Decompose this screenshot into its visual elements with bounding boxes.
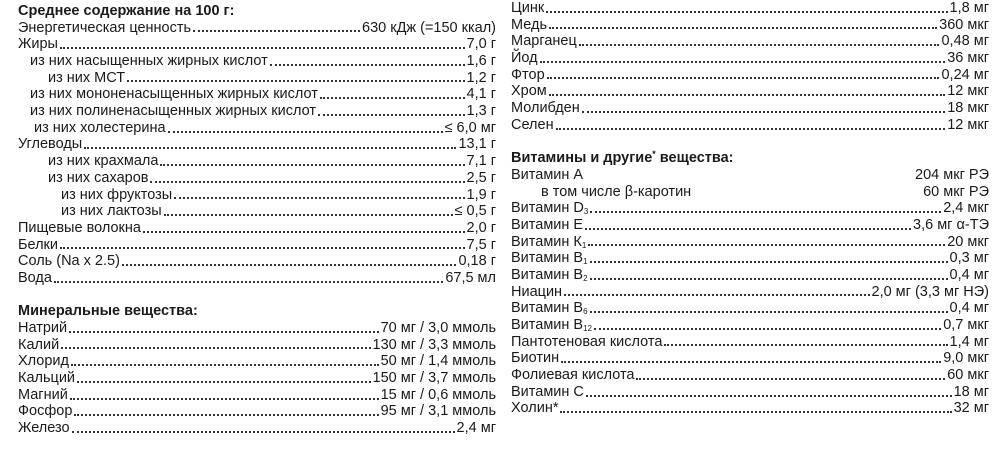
mineral-row — [18, 337, 496, 354]
vitamin-subscript: 1 — [583, 257, 588, 267]
vitamin-label — [511, 300, 588, 317]
dot-leader — [590, 261, 948, 263]
nutrient-value: 2,0 г — [466, 219, 496, 236]
dot-leader — [579, 44, 940, 46]
mineral-row — [511, 17, 989, 34]
mineral-row — [511, 67, 989, 84]
vitamin-value: 3,6 мг α-ТЭ — [913, 216, 989, 233]
nutrient-row — [18, 20, 496, 37]
vitamin-label — [511, 267, 588, 284]
nutrient-row — [18, 270, 496, 287]
mineral-label: Йод — [511, 50, 538, 67]
dot-leader — [164, 214, 453, 216]
nutrition-heading: Среднее содержание на 100 г: — [18, 3, 235, 19]
nutrient-row — [18, 220, 496, 237]
nutrient-label: из них крахмала — [48, 153, 159, 170]
vitamin-label: в том числе β-каротин — [541, 183, 692, 200]
mineral-row — [511, 83, 989, 100]
dot-leader — [193, 30, 360, 32]
mineral-value: 18 мкг — [947, 100, 989, 117]
nutrient-row — [18, 203, 496, 220]
nutrient-value: ≤ 0,5 г — [454, 203, 496, 220]
spacer — [585, 178, 913, 180]
nutrient-label: Вода — [18, 269, 52, 286]
vitamin-row — [511, 317, 989, 334]
vitamins-heading-tail: вещества: — [655, 150, 734, 167]
section-gap — [511, 134, 989, 151]
nutrient-row — [18, 153, 496, 170]
vitamin-subscript: 2 — [583, 273, 588, 283]
vitamin-label: Биотин — [511, 350, 560, 367]
mineral-label: Цинк — [511, 0, 545, 16]
dot-leader — [270, 64, 465, 66]
nutrient-label: Энергетическая ценность — [18, 19, 192, 36]
minerals-heading: Минеральные вещества: — [18, 303, 198, 320]
mineral-row — [18, 320, 496, 337]
dot-leader — [590, 278, 948, 280]
vitamin-row — [511, 284, 989, 301]
vitamin-label — [511, 317, 592, 334]
mineral-label: Медь — [511, 16, 548, 33]
mineral-label: Кальций — [18, 370, 76, 387]
nutrient-row — [18, 103, 496, 120]
dot-leader — [71, 364, 379, 366]
mineral-value: 130 мг / 3,3 ммоль — [372, 336, 496, 353]
dot-leader — [590, 211, 941, 213]
nutrient-row — [18, 187, 496, 204]
vitamin-row — [511, 217, 989, 234]
mineral-label: Натрий — [18, 320, 68, 337]
vitamin-label-text: Витамин В — [511, 300, 584, 317]
mineral-row — [18, 404, 496, 421]
vitamin-label-text: Витамин В — [511, 250, 584, 267]
nutrient-value: 13,1 г — [458, 136, 496, 153]
mineral-value: 36 мкг — [947, 50, 989, 67]
vitamin-value: 20 мкг — [947, 233, 989, 250]
vitamin-value: 0,4 мг — [949, 266, 989, 283]
dot-leader — [549, 27, 937, 29]
mineral-value: 50 мг / 1,4 ммоль — [380, 353, 496, 370]
vitamin-subscript: 12 — [583, 324, 592, 334]
vitamin-label: Фолиевая кислота — [511, 367, 635, 384]
footnote-mark: * — [652, 149, 656, 160]
vitamin-row — [511, 384, 989, 401]
mineral-value: 15 мг / 0,6 ммоль — [380, 386, 496, 403]
vitamin-label: Витамин А — [511, 166, 584, 183]
nutrient-value: 1,3 г — [466, 103, 496, 120]
dot-leader — [664, 344, 947, 346]
mineral-label: Калий — [18, 336, 60, 353]
vitamin-label — [511, 250, 588, 267]
mineral-label: Железо — [18, 420, 70, 437]
nutrient-label: из них лактозы — [61, 203, 162, 220]
vitamin-value: 9,0 мкг — [943, 350, 989, 367]
nutrient-value: 7,1 г — [466, 153, 496, 170]
vitamin-subscript: 3 — [583, 207, 589, 217]
mineral-value: 2,4 мг — [456, 420, 496, 437]
vitamin-value: 0,7 мкг — [943, 317, 989, 334]
mineral-label: Селен — [511, 116, 554, 133]
mineral-row — [511, 100, 989, 117]
nutrient-row — [18, 237, 496, 254]
nutrient-label: из них насыщенных жирных кислот — [30, 53, 268, 70]
dot-leader — [174, 197, 464, 199]
mineral-value: 0,24 мг — [941, 66, 989, 83]
nutrient-label: Жиры — [18, 36, 58, 53]
vitamin-label: Холин* — [511, 400, 559, 417]
mineral-row — [18, 387, 496, 404]
dot-leader — [60, 47, 465, 49]
mineral-label: Хлорид — [18, 353, 69, 370]
vitamins-heading-text: Витамины и другие — [511, 150, 653, 167]
vitamin-label-text: Витамин К — [511, 233, 582, 250]
mineral-label: Фтор — [511, 66, 545, 83]
vitamin-row — [511, 167, 989, 184]
vitamin-value: 204 мкг РЭ — [915, 166, 989, 183]
vitamin-row — [511, 234, 989, 251]
vitamin-subscript: 1 — [581, 240, 587, 250]
nutrient-label: Углеводы — [18, 136, 83, 153]
vitamins-heading — [511, 150, 989, 167]
dot-leader — [547, 77, 940, 79]
mineral-row — [511, 117, 989, 134]
vitamin-label — [511, 234, 586, 251]
vitamin-label-text: Витамин В — [511, 266, 584, 283]
dot-leader — [561, 361, 941, 363]
dot-leader — [588, 244, 945, 246]
nutrient-row — [18, 53, 496, 70]
dot-leader — [143, 231, 465, 233]
vitamin-row — [511, 184, 989, 201]
vitamin-row — [511, 350, 989, 367]
vitamin-label-text: Витамин В — [511, 317, 584, 334]
nutrient-label: Белки — [18, 236, 59, 253]
mineral-value: 95 мг / 3,1 ммоль — [380, 403, 496, 420]
dot-leader — [556, 128, 946, 130]
nutrient-label: из них фруктозы — [61, 186, 173, 203]
mineral-label: Хром — [511, 83, 547, 100]
nutrient-value: 4,1 г — [466, 86, 496, 103]
vitamin-value: 60 мкг РЭ — [923, 183, 989, 200]
dot-leader — [70, 398, 379, 400]
nutrient-value: 1,2 г — [466, 69, 496, 86]
vitamin-row — [511, 250, 989, 267]
nutrient-value: 67,5 мл — [445, 269, 496, 286]
nutrient-row — [18, 36, 496, 53]
dot-leader — [72, 431, 455, 433]
mineral-row — [18, 370, 496, 387]
dot-leader — [77, 381, 371, 383]
nutrient-label: из них сахаров — [48, 169, 149, 186]
vitamin-label: Ниацин — [511, 283, 563, 300]
right-column — [511, 0, 989, 417]
vitamin-subscript: 6 — [583, 307, 588, 317]
mineral-row — [511, 0, 989, 17]
nutrient-row — [18, 253, 496, 270]
mineral-value: 360 мкг — [939, 16, 989, 33]
mineral-value: 12 мкг — [947, 83, 989, 100]
nutrient-value: 1,6 г — [466, 53, 496, 70]
vitamin-row — [511, 334, 989, 351]
dot-leader — [564, 294, 869, 296]
left-column — [18, 0, 496, 437]
vitamin-value: 60 мкг — [947, 367, 989, 384]
dot-leader — [320, 97, 465, 99]
vitamin-label: Витамин Е — [511, 216, 584, 233]
vitamin-value: 1,4 мг — [949, 333, 989, 350]
dot-leader — [61, 347, 370, 349]
nutrient-value: 7,0 г — [466, 36, 496, 53]
nutrient-label: из них мононенасыщенных жирных кислот — [30, 86, 318, 103]
nutrient-row — [18, 120, 496, 137]
mineral-value: 70 мг / 3,0 ммоль — [380, 320, 496, 337]
dot-leader — [127, 80, 464, 82]
dot-leader — [69, 331, 378, 333]
nutrient-label: Соль (Na x 2.5) — [18, 253, 120, 270]
vitamin-row — [511, 401, 989, 418]
vitamin-row — [511, 200, 989, 217]
nutrient-value: 1,9 г — [466, 186, 496, 203]
nutrient-row — [18, 170, 496, 187]
dot-leader — [168, 131, 443, 133]
dot-leader — [160, 164, 464, 166]
vitamin-value: 2,4 мкг — [943, 200, 989, 217]
dot-leader — [54, 281, 443, 283]
dot-leader — [582, 111, 946, 113]
mineral-value: 150 мг / 3,7 ммоль — [372, 370, 496, 387]
vitamin-value: 32 мг — [953, 400, 989, 417]
dot-leader — [546, 11, 947, 13]
nutrient-value: 2,5 г — [466, 169, 496, 186]
dot-leader — [594, 328, 941, 330]
vitamin-row — [511, 300, 989, 317]
mineral-label: Марганец — [511, 33, 577, 50]
dot-leader — [549, 94, 945, 96]
nutrient-value: 7,5 г — [466, 236, 496, 253]
dot-leader — [560, 411, 951, 413]
dot-leader — [74, 414, 378, 416]
dot-leader — [636, 378, 945, 380]
mineral-row — [18, 420, 496, 437]
dot-leader — [150, 181, 464, 183]
vitamin-value: 0,4 мг — [949, 300, 989, 317]
dot-leader — [60, 247, 465, 249]
mineral-value: 1,8 мг — [949, 0, 989, 16]
nutrient-value: 630 кДж (=150 ккал) — [362, 19, 496, 36]
mineral-row — [511, 50, 989, 67]
nutrient-label: из них МСТ — [48, 69, 126, 86]
vitamin-label-text: Витамин D — [511, 200, 584, 217]
dot-leader — [586, 395, 952, 397]
vitamin-row — [511, 367, 989, 384]
vitamin-label: Витамин С — [511, 383, 584, 400]
nutrient-label: из них холестерина — [34, 119, 166, 136]
vitamin-value: 18 мг — [953, 383, 989, 400]
nutrient-label: Пищевые волокна — [18, 219, 141, 236]
nutrient-value: ≤ 6,0 мг — [444, 119, 496, 136]
nutrient-row — [18, 70, 496, 87]
mineral-row — [511, 33, 989, 50]
vitamin-label — [511, 200, 588, 217]
nutrient-value: 0,18 г — [458, 253, 496, 270]
vitamin-value: 0,3 мг — [949, 250, 989, 267]
mineral-value: 0,48 мг — [941, 33, 989, 50]
section-gap — [18, 287, 496, 304]
mineral-label: Магний — [18, 386, 68, 403]
vitamin-value: 2,0 мг (3,3 мг НЭ) — [871, 283, 989, 300]
spacer — [693, 194, 921, 196]
dot-leader — [84, 147, 456, 149]
nutrient-row — [18, 86, 496, 103]
nutrient-label: из них полиненасыщенных жирных кислот — [30, 103, 316, 120]
dot-leader — [590, 311, 948, 313]
dot-leader — [540, 61, 946, 63]
dot-leader — [122, 264, 457, 266]
mineral-row — [18, 353, 496, 370]
mineral-value: 12 мкг — [947, 116, 989, 133]
mineral-label: Молибден — [511, 100, 580, 117]
dot-leader — [585, 228, 911, 230]
vitamin-row — [511, 267, 989, 284]
mineral-label: Фосфор — [18, 403, 73, 420]
vitamin-label: Пантотеновая кислота — [511, 333, 663, 350]
dot-leader — [318, 114, 465, 116]
nutrient-row — [18, 137, 496, 154]
